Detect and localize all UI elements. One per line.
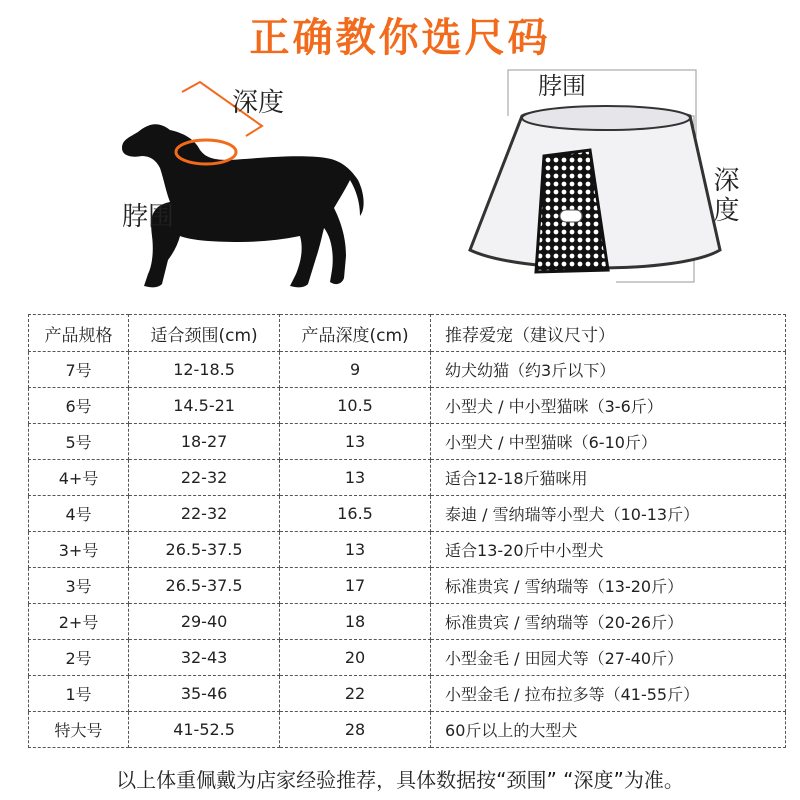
table-row	[29, 676, 786, 712]
cell-depth: 16.5	[280, 496, 431, 532]
cell-recommend: 泰迪 / 雪纳瑞等小型犬（10-13斤）	[431, 496, 786, 532]
cell-neck: 14.5-21	[129, 388, 280, 424]
table-row	[29, 532, 786, 568]
table-row	[29, 460, 786, 496]
cell-size: 7号	[29, 352, 129, 388]
cone-depth-label: 深度	[709, 166, 739, 226]
cone-neck-label: 脖围	[538, 72, 586, 100]
dog-depth-label: 深度	[232, 88, 285, 118]
cell-recommend: 适合13-20斤中小型犬	[431, 532, 786, 568]
cell-recommend: 60斤以上的大型犬	[431, 712, 786, 748]
table-row	[29, 604, 786, 640]
cell-size: 4号	[29, 496, 129, 532]
cell-depth: 18	[280, 604, 431, 640]
dog-neck-label: 脖围	[122, 202, 175, 232]
table-row	[29, 712, 786, 748]
cell-size: 2+号	[29, 604, 129, 640]
header-recommend: 推荐爱宠（建议尺寸）	[431, 315, 786, 352]
cell-depth: 17	[280, 568, 431, 604]
cell-recommend: 小型犬 / 中型猫咪（6-10斤）	[431, 424, 786, 460]
size-table	[28, 314, 786, 748]
cell-neck: 26.5-37.5	[129, 532, 280, 568]
page-title: 正确教你选尺码	[249, 15, 551, 61]
dog-silhouette-icon	[0, 60, 400, 310]
cell-size: 3号	[29, 568, 129, 604]
footer-note: 以上体重佩戴为店家经验推荐，具体数据按“颈围” “深度”为准。	[116, 768, 684, 792]
cell-neck: 26.5-37.5	[129, 568, 280, 604]
cell-depth: 20	[280, 640, 431, 676]
table-row	[29, 352, 786, 388]
table-row	[29, 640, 786, 676]
cell-size: 2号	[29, 640, 129, 676]
cell-size: 6号	[29, 388, 129, 424]
cell-neck: 32-43	[129, 640, 280, 676]
cell-neck: 29-40	[129, 604, 280, 640]
cell-neck: 22-32	[129, 496, 280, 532]
cell-size: 5号	[29, 424, 129, 460]
cell-size: 4+号	[29, 460, 129, 496]
cell-recommend: 小型犬 / 中小型猫咪（3-6斤）	[431, 388, 786, 424]
header-neck: 适合颈围(cm)	[129, 315, 280, 352]
cell-recommend: 标准贵宾 / 雪纳瑞等（20-26斤）	[431, 604, 786, 640]
table-row	[29, 388, 786, 424]
table-row	[29, 496, 786, 532]
table-row	[29, 568, 786, 604]
cell-neck: 41-52.5	[129, 712, 280, 748]
cell-depth: 13	[280, 460, 431, 496]
cell-depth: 9	[280, 352, 431, 388]
cell-recommend: 小型金毛 / 拉布拉多等（41-55斤）	[431, 676, 786, 712]
cell-depth: 28	[280, 712, 431, 748]
table-row	[29, 424, 786, 460]
cell-depth: 13	[280, 424, 431, 460]
header-depth: 产品深度(cm)	[280, 315, 431, 352]
cell-recommend: 幼犬幼猫（约3斤以下）	[431, 352, 786, 388]
cell-neck: 35-46	[129, 676, 280, 712]
cell-depth: 10.5	[280, 388, 431, 424]
cell-depth: 22	[280, 676, 431, 712]
table-header-row	[29, 315, 786, 352]
cell-neck: 18-27	[129, 424, 280, 460]
cell-recommend: 小型金毛 / 田园犬等（27-40斤）	[431, 640, 786, 676]
cell-neck: 12-18.5	[129, 352, 280, 388]
cell-size: 特大号	[29, 712, 129, 748]
cell-size: 1号	[29, 676, 129, 712]
cone-collar-icon	[440, 60, 800, 310]
cell-depth: 13	[280, 532, 431, 568]
cell-neck: 22-32	[129, 460, 280, 496]
cell-recommend: 适合12-18斤猫咪用	[431, 460, 786, 496]
cell-recommend: 标准贵宾 / 雪纳瑞等（13-20斤）	[431, 568, 786, 604]
header-size: 产品规格	[29, 315, 129, 352]
illustration-area	[0, 60, 800, 310]
cell-size: 3+号	[29, 532, 129, 568]
